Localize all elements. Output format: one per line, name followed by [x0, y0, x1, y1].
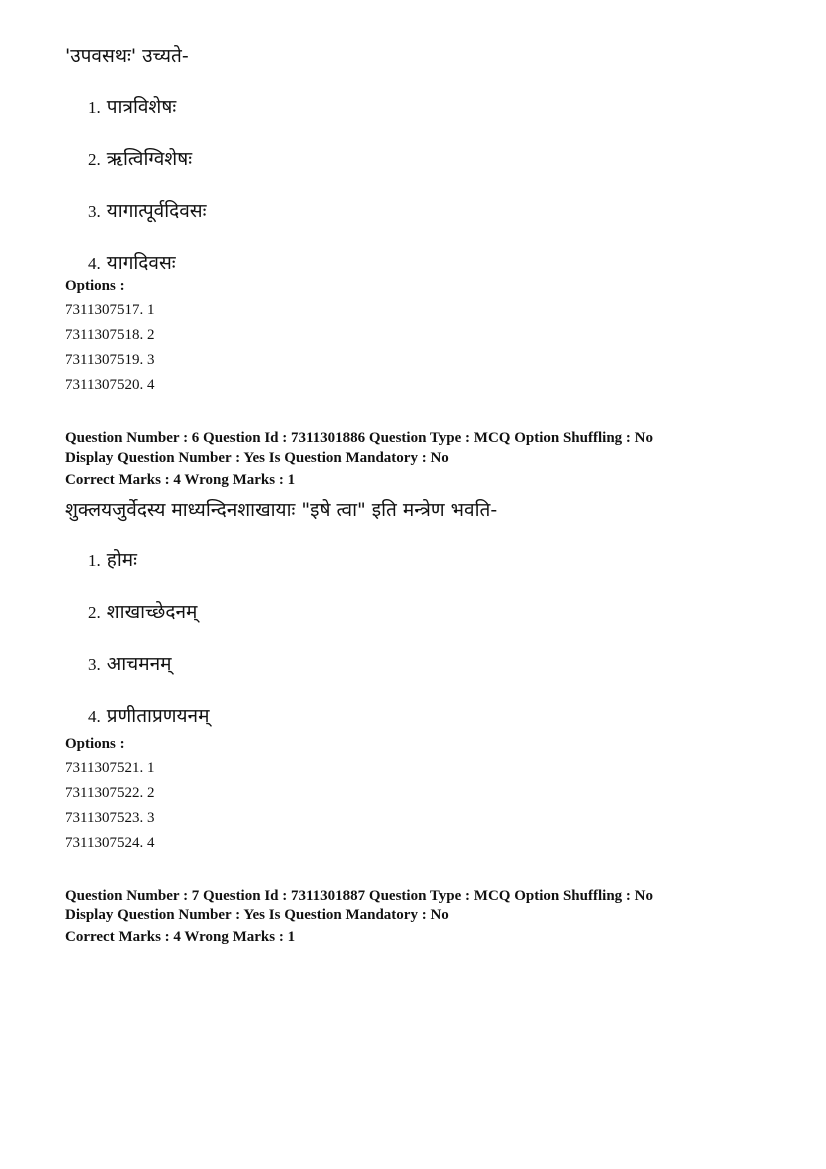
choice-text: यागात्पूर्वदिवसः — [106, 200, 207, 222]
question-meta-line: Display Question Number : Yes Is Question Mandatory : No — [65, 450, 449, 466]
choice-item — [88, 251, 176, 276]
option-id: 7311307524. 4 — [65, 835, 155, 851]
choice-text: होमः — [106, 549, 137, 571]
choice-item — [88, 199, 206, 224]
choice-number: 4. — [88, 254, 101, 273]
choice-number: 2. — [88, 150, 101, 169]
choice-item — [88, 95, 176, 120]
choice-item — [88, 652, 172, 677]
option-id: 7311307520. 4 — [65, 377, 155, 393]
choice-number: 2. — [88, 603, 101, 622]
choice-item — [88, 704, 209, 729]
option-id: 7311307521. 1 — [65, 760, 155, 776]
choice-number: 1. — [88, 98, 101, 117]
choice-text: प्रणीताप्रणयनम् — [106, 705, 210, 727]
option-id: 7311307519. 3 — [65, 352, 155, 368]
option-id: 7311307518. 2 — [65, 327, 155, 343]
choice-number: 3. — [88, 655, 101, 674]
choice-number: 4. — [88, 707, 101, 726]
choice-item — [88, 600, 197, 625]
question-meta-line: Correct Marks : 4 Wrong Marks : 1 — [65, 472, 296, 488]
choice-item — [88, 548, 137, 573]
choice-text: यागदिवसः — [106, 252, 176, 274]
question-meta-line: Display Question Number : Yes Is Question Mandatory : No — [65, 907, 449, 923]
question-text: 'उपवसथः' उच्यते- — [65, 45, 189, 67]
choice-text: पात्रविशेषः — [106, 96, 177, 118]
question-meta-line: Question Number : 6 Question Id : 7311301886 Question Type : MCQ Option Shuffling : No — [65, 430, 653, 446]
question-text: शुक्लयजुर्वेदस्य माध्यन्दिनशाखायाः "इषे त्वा" इति मन्त्रेण भवति- — [65, 499, 498, 521]
choice-text: शाखाच्छेदनम् — [106, 601, 198, 623]
choice-item — [88, 147, 192, 172]
choice-text: आचमनम् — [106, 653, 172, 675]
choice-number: 1. — [88, 551, 101, 570]
option-id: 7311307517. 1 — [65, 302, 155, 318]
option-id: 7311307522. 2 — [65, 785, 155, 801]
choice-text: ऋत्विग्विशेषः — [106, 148, 193, 170]
question-meta-line: Question Number : 7 Question Id : 7311301887 Question Type : MCQ Option Shuffling : No — [65, 888, 653, 904]
choice-number: 3. — [88, 202, 101, 221]
question-meta-line: Correct Marks : 4 Wrong Marks : 1 — [65, 929, 296, 945]
option-id: 7311307523. 3 — [65, 810, 155, 826]
options-label: Options : — [65, 736, 125, 752]
options-label: Options : — [65, 278, 125, 294]
